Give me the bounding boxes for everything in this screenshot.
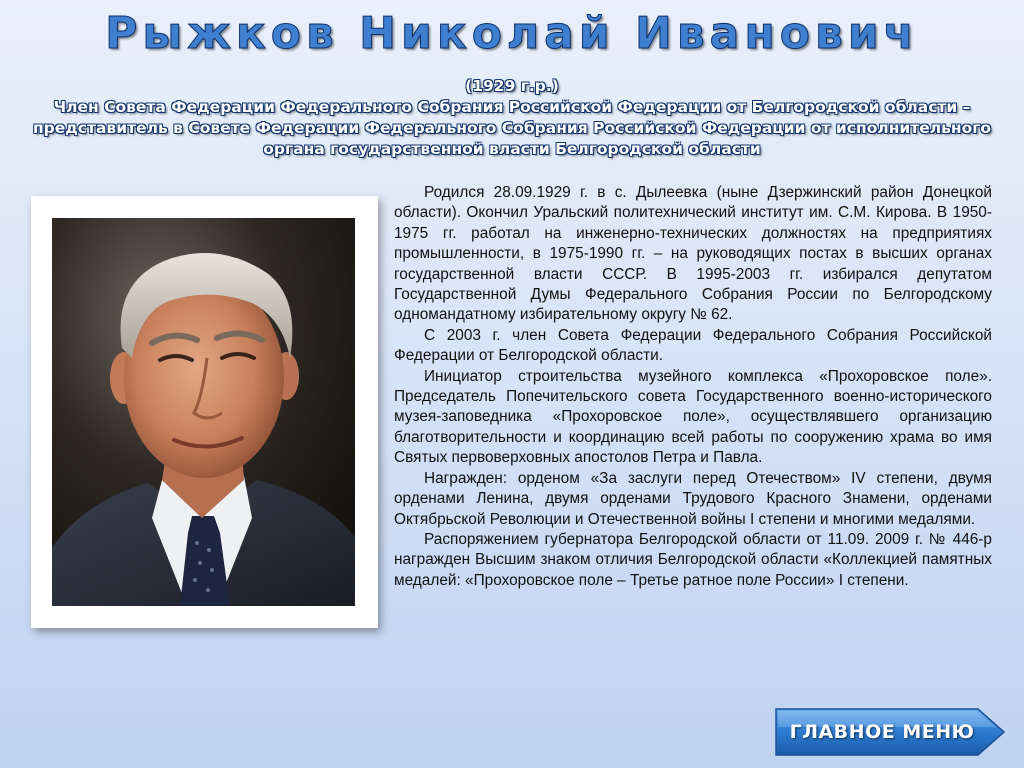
portrait-illustration (52, 218, 355, 606)
bio-paragraph: Награжден: орденом «За заслуги перед Отечеством» IV степени, двумя орденами Ленина, двумя орденами Трудового Красного Знамени, орденами Октябрьской Революции и Отечественной войны I степени и многими медалями. (394, 469, 992, 528)
position-description: Член Совета Федерации Федерального Собрания Российской Федерации от Белгородской области – представитель в Совете Федерации Федерального Собрания Российской Федерации от исполнительного органа государственной власти Белгородской области (32, 98, 992, 158)
portrait-photo (52, 218, 355, 606)
biography-text (394, 183, 992, 591)
bio-paragraph: Распоряжением губернатора Белгородской области от 11.09. 2009 г. № 446-р награжден Высшим знаком отличия Белгородской области «Коллекцией памятных медалей: «Прохоровское поле – Третье ратное поле России» I степени. (394, 530, 992, 589)
page-subtitle (14, 76, 1010, 160)
main-menu-label: ГЛАВНОЕ МЕНЮ (789, 721, 975, 743)
birth-year: (1929 г.р.) (465, 77, 559, 95)
page-title: Рыжков Николай Иванович (105, 8, 919, 59)
main-menu-button[interactable] (772, 705, 1008, 759)
bio-paragraph: Родился 28.09.1929 г. в с. Дылеевка (ныне Дзержинский район Донецкой области). Окончил Уральский политехнический институт им. С.М. Кирова. В 1950-1975 гг. работал на инженерно-технических должностях на предприятиях промышленности, в 1975-1990 гг. – на руководящих постах в высших органах государственной власти СССР. В 1995-2003 гг. избирался депутатом Государственной Думы Федерального Собрания России по Белгородскому одномандатному избирательному округу № 62. (394, 184, 992, 324)
bio-paragraph: Инициатор строительства музейного комплекса «Прохоровское поле». Председатель Попечительского совета Государственного военно-исторического музея-заповедника «Прохоровское поле», осуществлявшего организацию благотворительности и координацию всей работы по сооружению храма во имя Святых первоверховных апостолов Петра и Павла. (394, 367, 992, 467)
portrait-frame (31, 196, 378, 628)
bio-paragraph: С 2003 г. член Совета Федерации Федерального Собрания Российской Федерации от Белгородской области. (394, 326, 992, 365)
